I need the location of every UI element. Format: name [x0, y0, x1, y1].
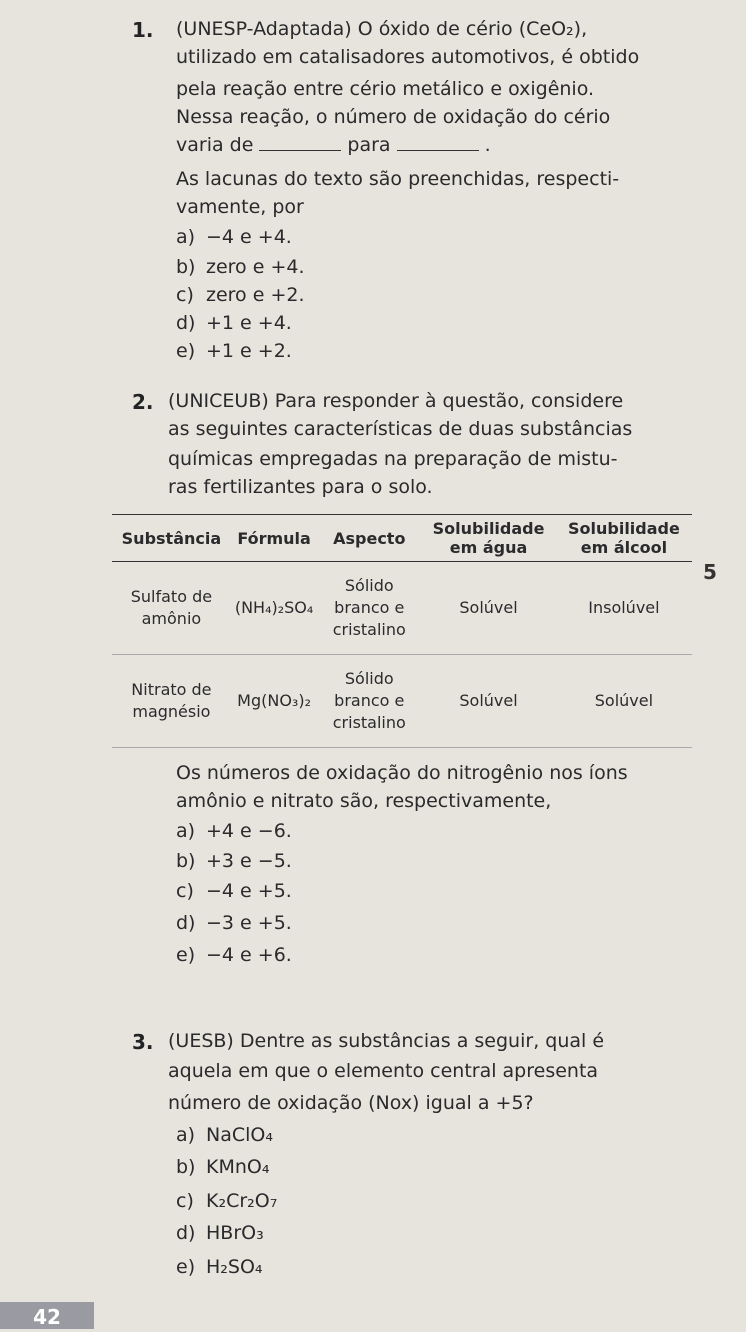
substances-table: [112, 514, 692, 748]
cell-agua: Solúvel: [459, 598, 518, 617]
question-3-line-3: número de oxidação (Nox) igual a +5?: [168, 1092, 534, 1114]
question-2-line-5: Os números de oxidação do nitrogênio nos íons: [176, 762, 628, 784]
q1-option-b[interactable]: b) zero e +4.: [176, 256, 305, 278]
varia-de-text: varia de: [176, 134, 254, 156]
question-1-line-3: pela reação entre cério metálico e oxigênio.: [176, 78, 595, 100]
side-mark: 5: [703, 560, 717, 584]
table-row: [112, 562, 692, 655]
q2-option-d[interactable]: d) −3 e +5.: [176, 912, 292, 934]
question-2-line-6: amônio e nitrato são, respectivamente,: [176, 790, 552, 812]
question-3-line-2: aquela em que o elemento central apresenta: [168, 1060, 599, 1082]
question-2-number: 2.: [132, 390, 154, 414]
q3-option-d[interactable]: d) HBrO₃: [176, 1222, 264, 1244]
cell-alcool: Insolúvel: [588, 598, 660, 617]
q1-option-d[interactable]: d) +1 e +4.: [176, 312, 292, 334]
cell-substancia: Nitrato de magnésio: [131, 680, 212, 721]
question-1-blanks-line: varia de para .: [176, 134, 491, 156]
cell-substancia: Sulfato de amônio: [130, 587, 213, 628]
q3-option-b[interactable]: b) KMnO₄: [176, 1156, 270, 1178]
header-aspecto: Aspecto: [333, 528, 406, 548]
blank-2[interactable]: [397, 150, 479, 151]
header-solubilidade-alcool: Solubilidade em álcool: [567, 519, 680, 557]
question-2-line-2: as seguintes características de duas substâncias: [168, 418, 633, 440]
question-2-line-3: químicas empregadas na preparação de mistu-: [168, 448, 618, 470]
para-text: para: [347, 134, 391, 156]
header-formula: Fórmula: [237, 528, 311, 548]
page-number: 42: [0, 1302, 94, 1329]
cell-alcool: Solúvel: [594, 691, 654, 710]
question-3-line-1: (UESB) Dentre as substâncias a seguir, qual é: [168, 1030, 605, 1052]
question-1-line-1: (UNESP-Adaptada) O óxido de cério (CeO₂),: [176, 18, 588, 40]
question-1-number: 1.: [132, 18, 154, 42]
cell-aspecto: Sólido branco e cristalino: [332, 576, 406, 639]
q3-option-e[interactable]: e) H₂SO₄: [176, 1256, 263, 1278]
q3-option-a[interactable]: a) NaClO₄: [176, 1124, 273, 1146]
table-header-row: [112, 515, 692, 562]
q2-option-c[interactable]: c) −4 e +5.: [176, 880, 292, 902]
cell-agua: Solúvel: [459, 691, 518, 710]
question-1-line-2: utilizado em catalisadores automotivos, é obtido: [176, 46, 640, 68]
cell-formula: (NH₄)₂SO₄: [234, 598, 314, 617]
q2-option-e[interactable]: e) −4 e +6.: [176, 944, 292, 966]
q1-option-e[interactable]: e) +1 e +2.: [176, 340, 292, 362]
question-1-line-4: Nessa reação, o número de oxidação do cério: [176, 106, 611, 128]
blank-1[interactable]: [259, 150, 341, 151]
table-row: [112, 655, 692, 748]
q1-option-c[interactable]: c) zero e +2.: [176, 284, 305, 306]
question-3-number: 3.: [132, 1030, 154, 1054]
q2-option-a[interactable]: a) +4 e −6.: [176, 820, 292, 842]
question-2-line-1: (UNICEUB) Para responder à questão, considere: [168, 390, 624, 412]
q1-option-a[interactable]: a) −4 e +4.: [176, 226, 292, 248]
cell-aspecto: Sólido branco e cristalino: [332, 669, 406, 732]
q2-option-b[interactable]: b) +3 e −5.: [176, 850, 292, 872]
question-2-line-4: ras fertilizantes para o solo.: [168, 476, 433, 498]
question-1-line-5: As lacunas do texto são preenchidas, respecti-: [176, 168, 620, 190]
question-1-line-6: vamente, por: [176, 196, 304, 218]
header-solubilidade-agua: Solubilidade em água: [432, 519, 545, 557]
cell-formula: Mg(NO₃)₂: [237, 691, 311, 710]
q3-option-c[interactable]: c) K₂Cr₂O₇: [176, 1190, 278, 1212]
header-substancia: Substância: [121, 528, 222, 548]
